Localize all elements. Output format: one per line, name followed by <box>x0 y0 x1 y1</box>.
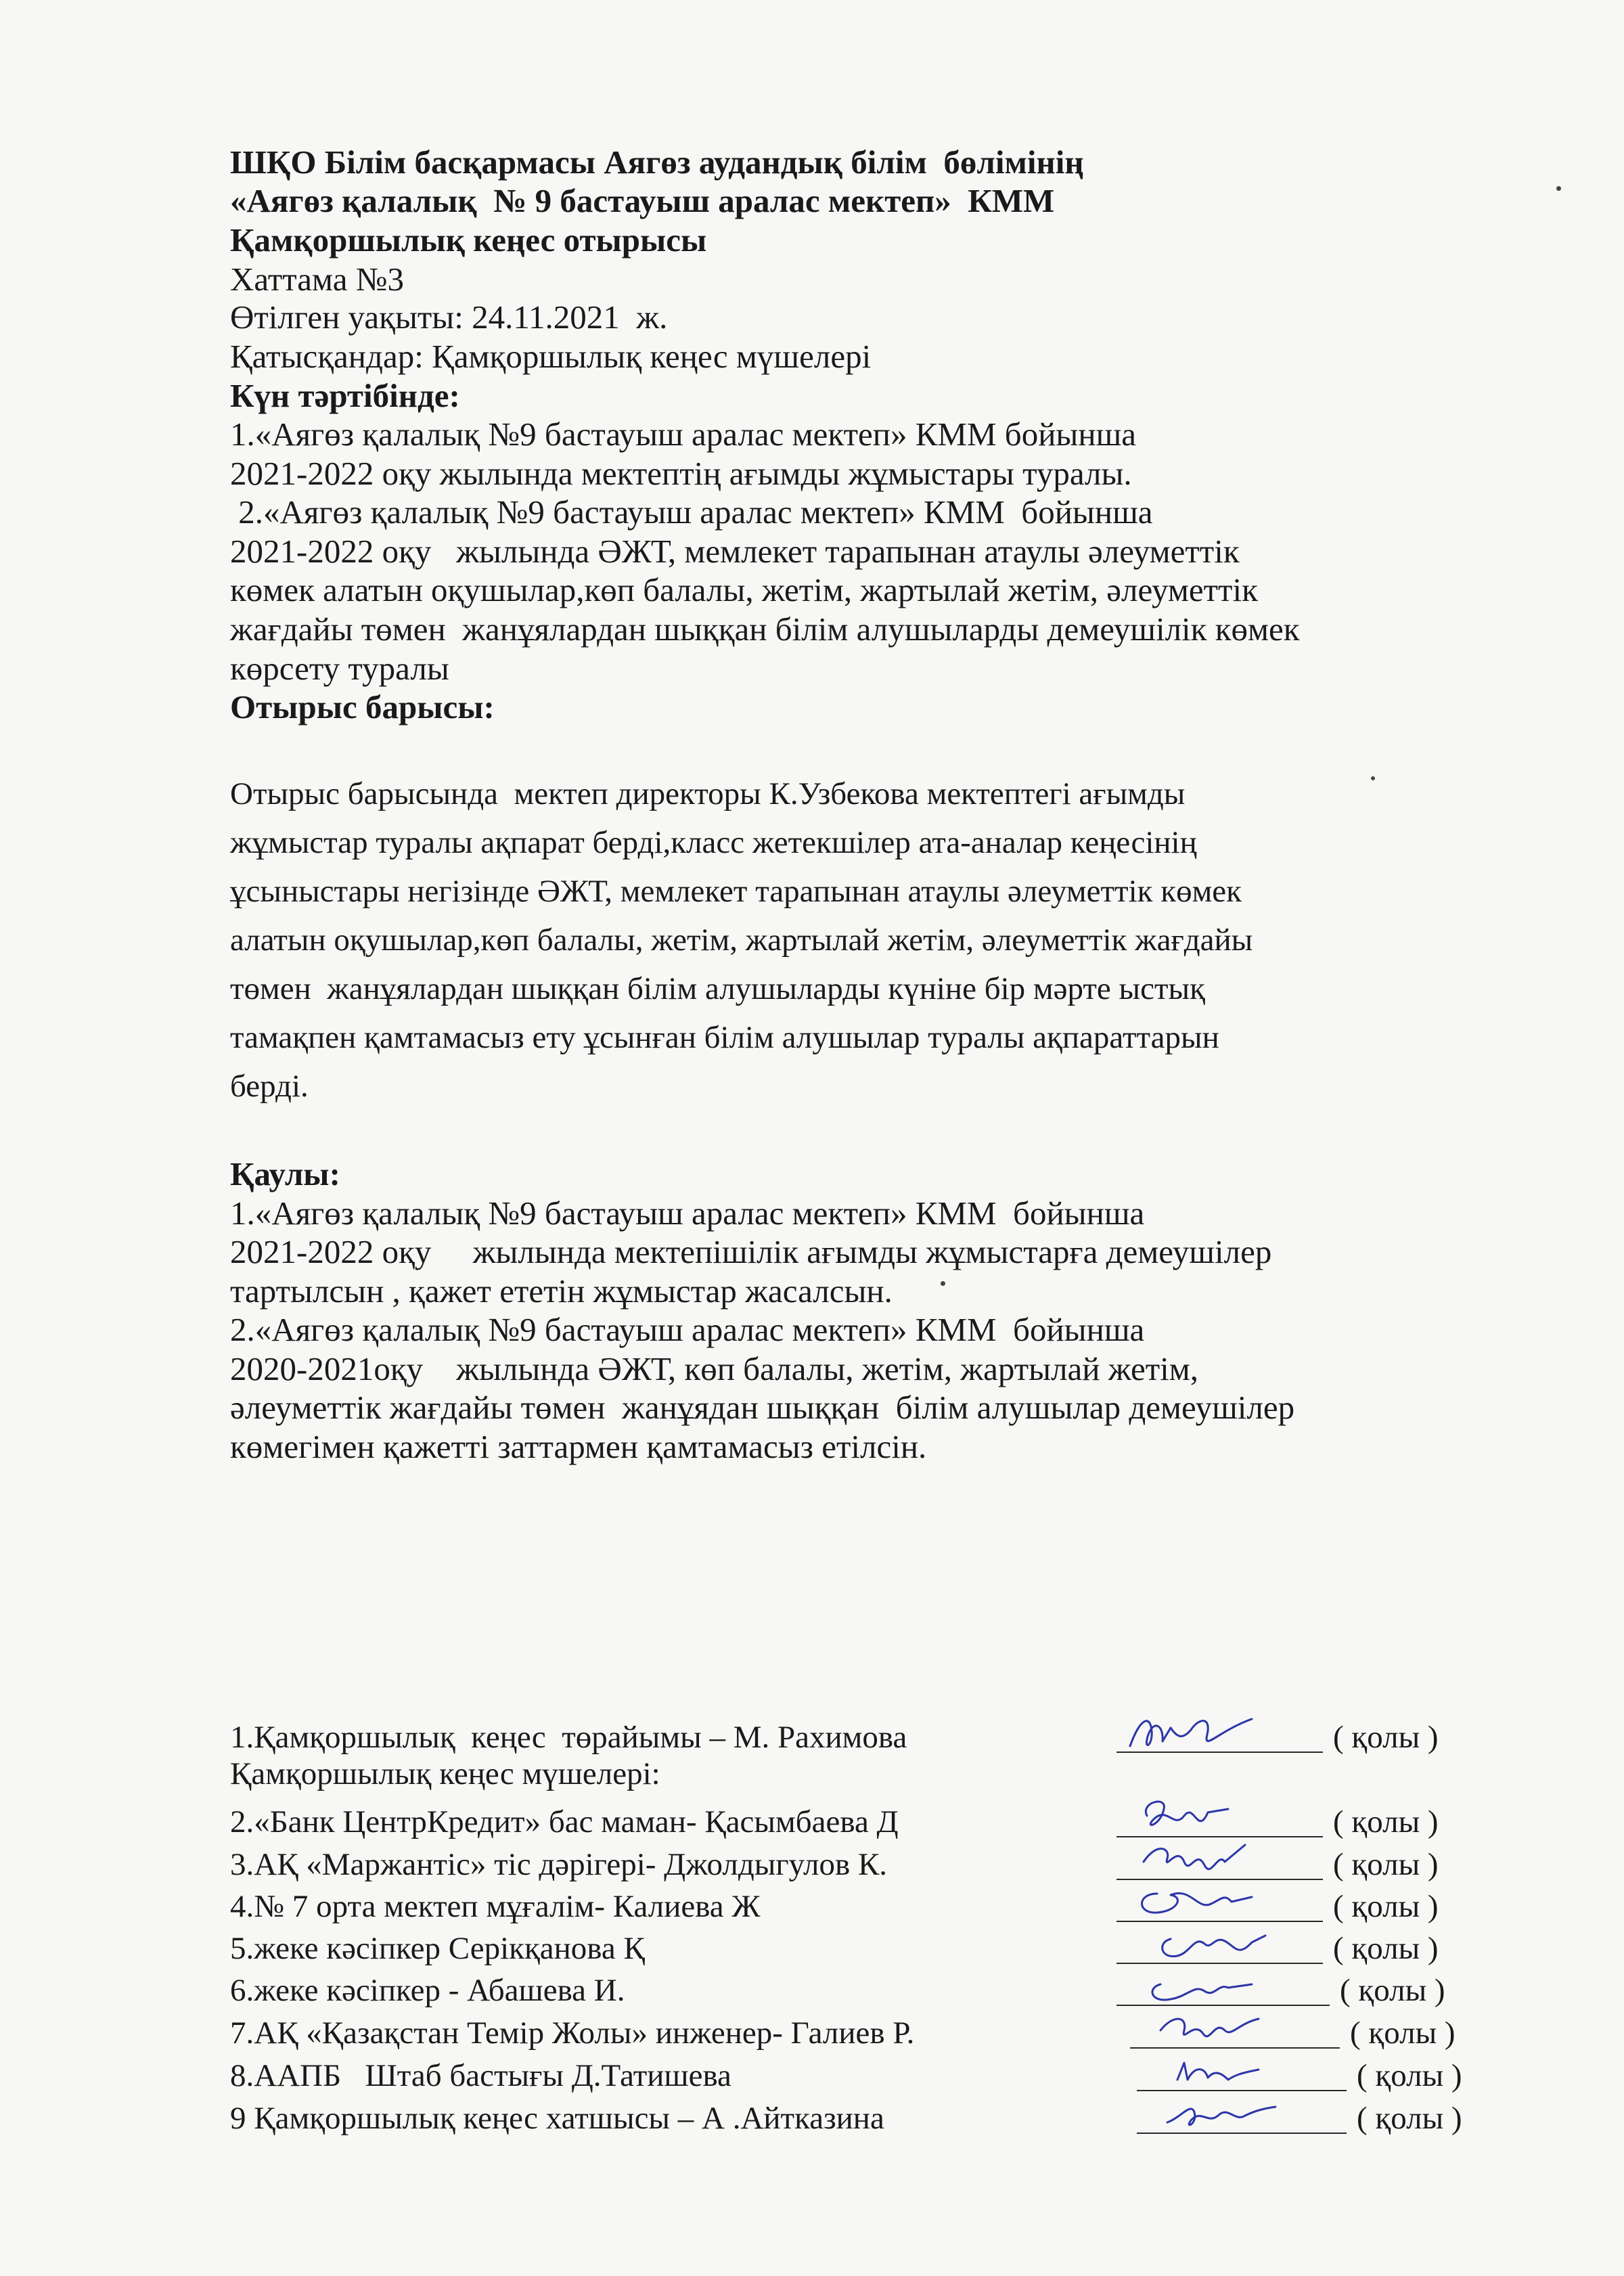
scan-speck <box>1556 186 1561 191</box>
members-heading: Қамқоршылық кеңес мүшелері: <box>230 1756 660 1791</box>
sign-here-label: ( қолы ) <box>1333 1889 1439 1924</box>
resolution-line: 2.«Аягөз қалалық №9 бастауыш аралас мектеп» КММ бойынша <box>230 1311 1145 1348</box>
sign-here-label: ( қолы ) <box>1350 2015 1456 2051</box>
proceedings-line: Отырыс барысында мектеп директоры К.Узбекова мектептегі ағымды <box>230 776 1186 811</box>
signatory-label: 1.Қамқоршылық кеңес төрайымы – М. Рахимова <box>230 1720 907 1755</box>
sign-here-label: ( қолы ) <box>1333 1720 1439 1755</box>
sign-here-label: ( қолы ) <box>1333 1847 1439 1882</box>
sign-here-label: ( қолы ) <box>1333 1931 1439 1966</box>
sign-here-label: ( қолы ) <box>1340 1973 1445 2008</box>
proceedings-line: жұмыстар туралы ақпарат берді,класс жетекшілер ата-аналар кеңесінің <box>230 825 1197 860</box>
agenda-line: көмек алатын оқушылар,көп балалы, жетім, жартылай жетім, әлеуметтік <box>230 571 1258 608</box>
handwritten-signature <box>1160 2085 1282 2149</box>
sign-here-label: ( қолы ) <box>1357 2058 1462 2093</box>
agenda-line: 2021-2022 оқу жылында мектептің ағымды жұмыстары туралы. <box>230 455 1132 492</box>
signature-row <box>230 1930 1462 1971</box>
resolution-heading: Қаулы: <box>230 1155 340 1192</box>
resolution-line: көмегімен қажетті заттармен қамтамасыз етілсін. <box>230 1428 927 1465</box>
signature-row <box>230 1804 1462 1844</box>
signatory-label: 8.ААПБ Штаб бастығы Д.Татишева <box>230 2058 731 2093</box>
signatory-label: 5.жеке кәсіпкер Серікқанова Қ <box>230 1931 645 1966</box>
signature-row <box>230 2100 1462 2141</box>
resolution-line: 2020-2021оқу жылында ӘЖТ, көп балалы, жетім, жартылай жетім, <box>230 1350 1199 1387</box>
sign-here-label: ( қолы ) <box>1333 1804 1439 1839</box>
scan-speck <box>941 1281 945 1286</box>
agenda-line: жағдайы төмен жанұялардан шыққан білім алушыларды демеушілік көмек <box>230 610 1300 648</box>
signature-row <box>230 1846 1462 1887</box>
attendees: Қатысқандар: Қамқоршылық кеңес мүшелері <box>230 338 872 375</box>
resolution-line: 2021-2022 оқу жылында мектепішілік ағымды жұмыстарға демеушілер <box>230 1233 1272 1270</box>
resolution-line: 1.«Аягөз қалалық №9 бастауыш аралас мектеп» КММ бойынша <box>230 1195 1145 1232</box>
proceedings-line: ұсыныстары негізінде ӘЖТ, мемлекет тарапынан атаулы әлеуметтік көмек <box>230 874 1242 909</box>
signature-row <box>230 2015 1462 2055</box>
signatory-label: 3.АҚ «Маржантіс» тіс дәрігері- Джолдыгулов К. <box>230 1847 888 1882</box>
proceedings-heading: Отырыс барысы: <box>230 688 495 726</box>
agenda-line: көрсету туралы <box>230 650 449 687</box>
signatory-label: 4.№ 7 орта мектеп мұғалім- Калиева Ж <box>230 1889 761 1924</box>
resolution-line: тартылсын , қажет ететін жұмыстар жасалсын. <box>230 1272 893 1310</box>
proceedings-line: тамақпен қамтамасыз ету ұсынған білім алушылар туралы ақпараттарын <box>230 1020 1219 1055</box>
resolution-line: әлеуметтік жағдайы төмен жанұядан шыққан білім алушылар демеушілер <box>230 1389 1295 1426</box>
agenda-line: 2021-2022 оқу жылында ӘЖТ, мемлекет тарапынан атаулы әлеуметтік <box>230 533 1240 570</box>
agenda-heading: Күн тәртібінде: <box>230 377 460 414</box>
scan-speck <box>1371 776 1375 780</box>
meeting-date: Өтілген уақыты: 24.11.2021 ж. <box>230 298 668 336</box>
signature-row-chair <box>230 1719 1462 1760</box>
signatory-label: 7.АҚ «Қазақстан Темір Жолы» инженер- Галиев Р. <box>230 2015 915 2051</box>
signatory-label: 2.«Банк ЦентрКредит» бас маман- Қасымбаева Д <box>230 1804 899 1839</box>
protocol-number: Хаттама №3 <box>230 261 404 298</box>
proceedings-line: берді. <box>230 1069 309 1104</box>
handwritten-signature <box>1123 1704 1259 1768</box>
sign-here-label: ( қолы ) <box>1357 2101 1462 2136</box>
agenda-line: 1.«Аягөз қалалық №9 бастауыш аралас мектеп» КММ бойынша <box>230 416 1137 453</box>
header-line-3: Қамқоршылық кеңес отырысы <box>230 221 707 259</box>
proceedings-line: төмен жанұялардан шыққан білім алушыларды күніне бір мәрте ыстық <box>230 971 1205 1006</box>
signature-row <box>230 1888 1462 1929</box>
signatory-label: 6.жеке кәсіпкер - Абашева И. <box>230 1973 625 2008</box>
signature-row <box>230 1972 1462 2013</box>
header-line-1: ШҚО Білім басқармасы Аягөз аудандық білім бөлімінің <box>230 143 1084 181</box>
proceedings-line: алатын оқушылар,көп балалы, жетім, жартылай жетім, әлеуметтік жағдайы <box>230 922 1253 958</box>
agenda-line: 2.«Аягөз қалалық №9 бастауыш аралас мектеп» КММ бойынша <box>230 493 1153 531</box>
signatory-label: 9 Қамқоршылық кеңес хатшысы – А .Айтказина <box>230 2101 884 2136</box>
header-line-2: «Аягөз қалалық № 9 бастауыш аралас мектеп» КММ <box>230 182 1055 219</box>
